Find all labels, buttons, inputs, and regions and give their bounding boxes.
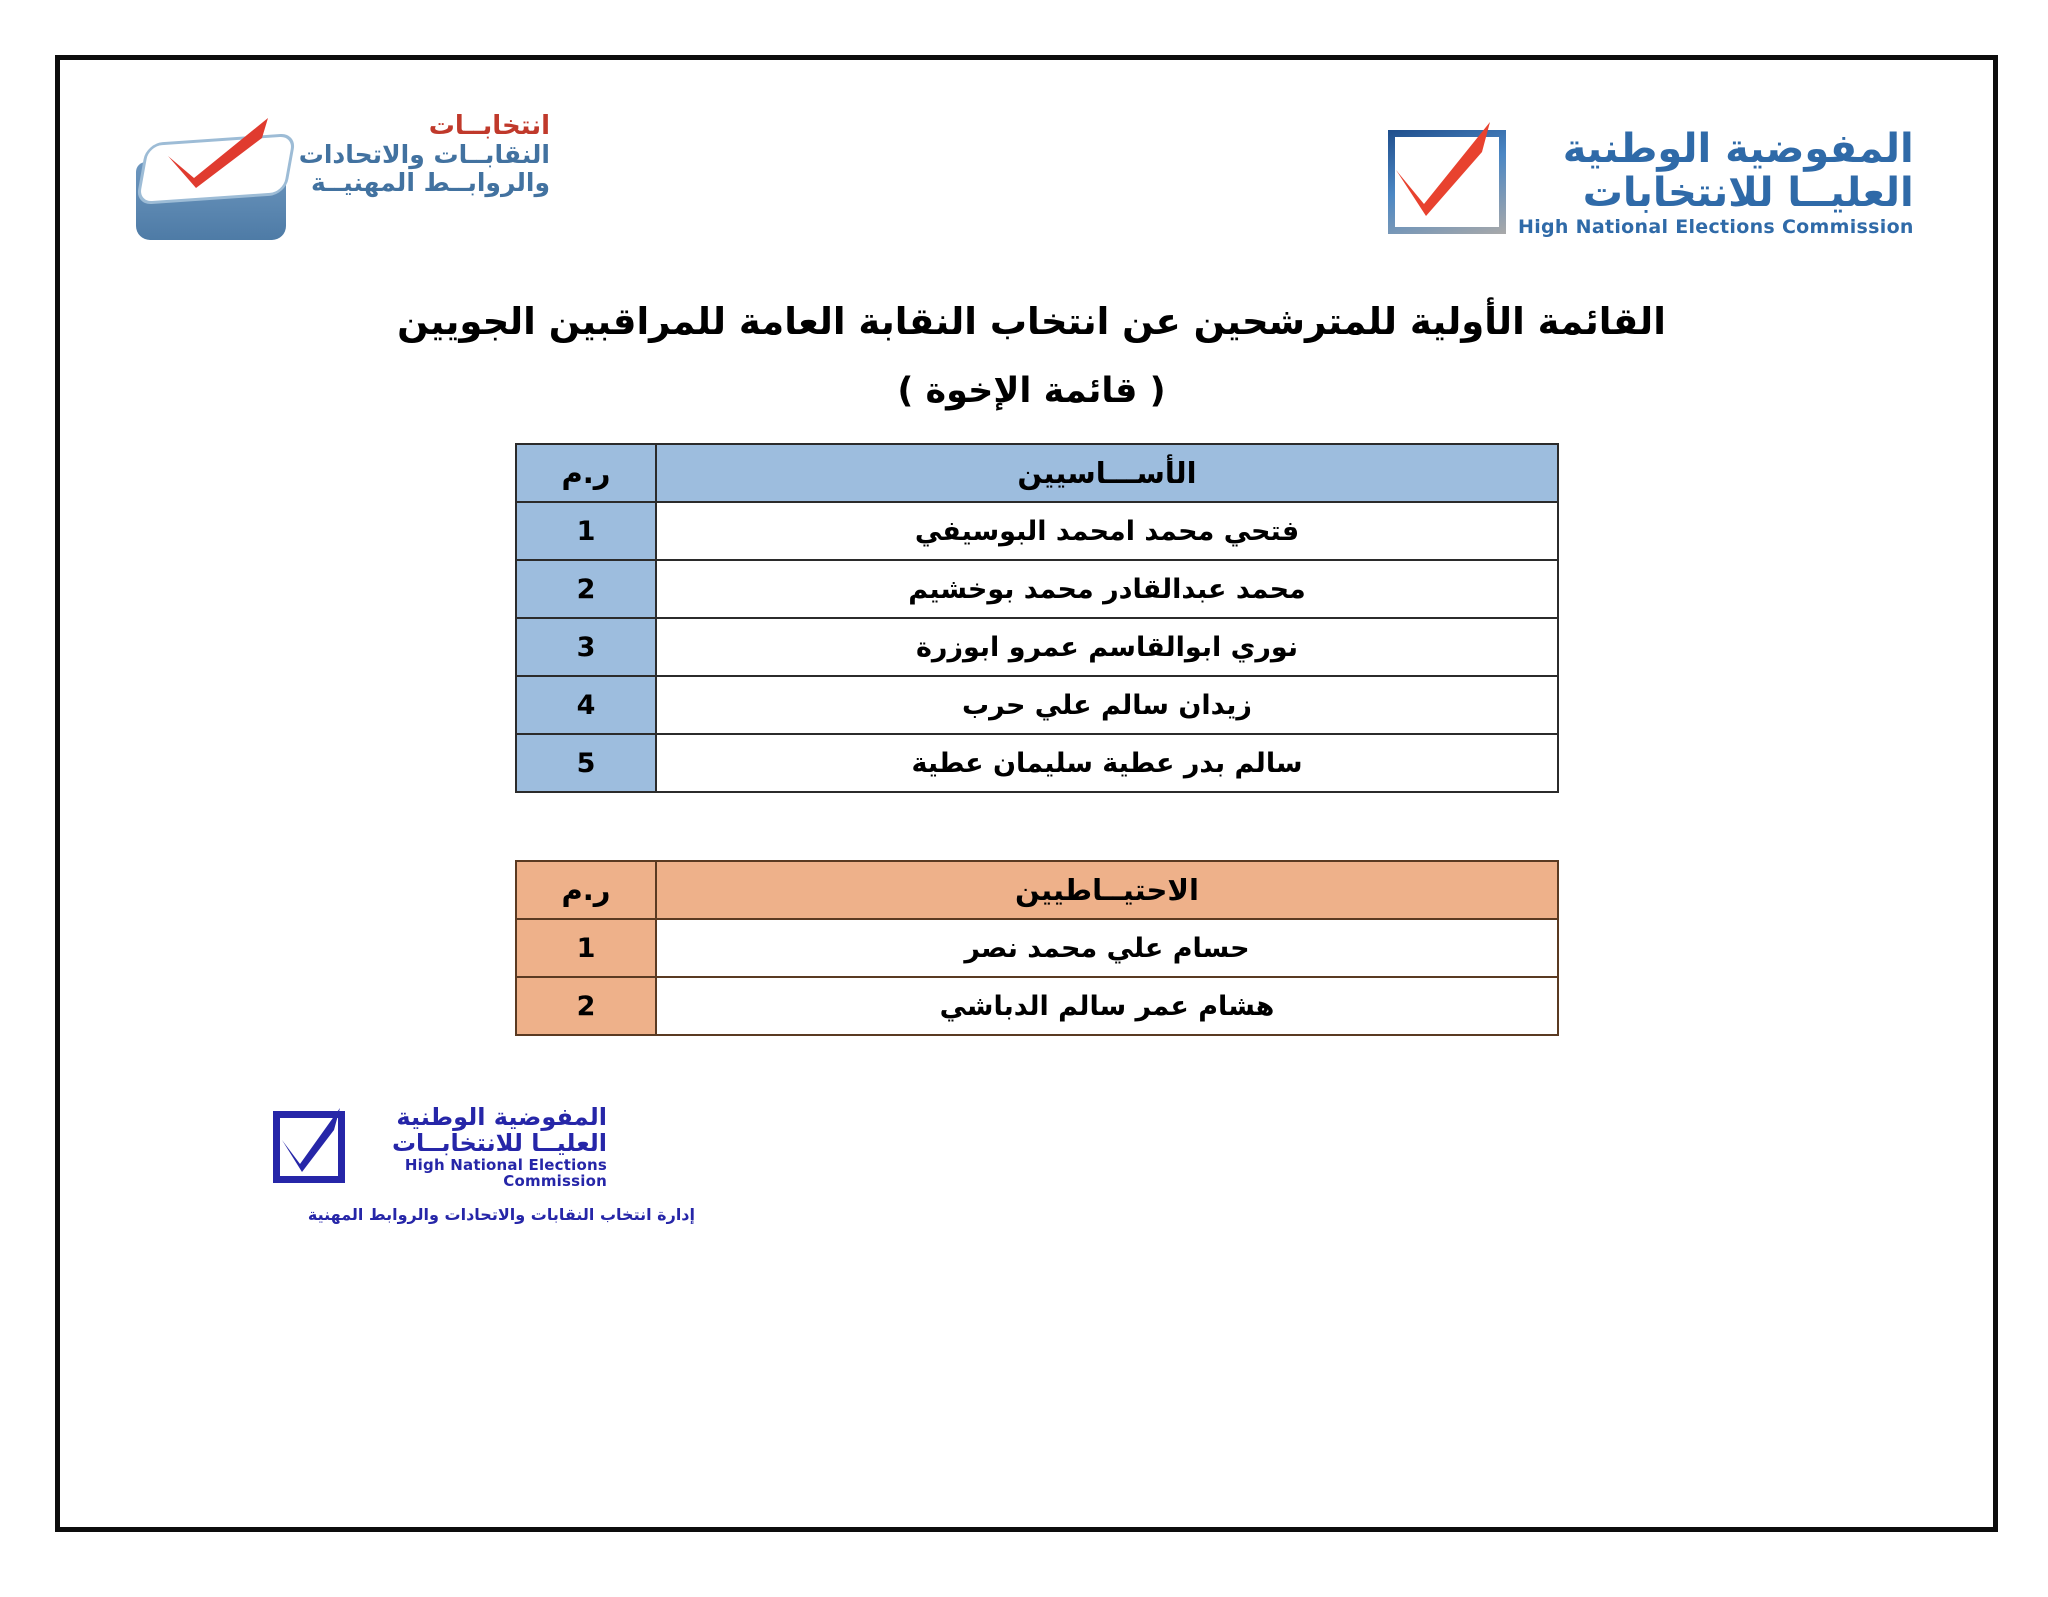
header-number-reserve: ر.م bbox=[516, 861, 656, 919]
candidate-number: 3 bbox=[516, 618, 656, 676]
candidate-name: نوري ابوالقاسم عمرو ابوزرة bbox=[656, 618, 1558, 676]
hnec-arabic-line2: العليــا للانتخابات bbox=[1582, 169, 1914, 216]
union-logo-line3: والروابــط المهنيــة bbox=[311, 168, 550, 198]
primary-candidates-table bbox=[515, 443, 1559, 793]
union-elections-logo bbox=[130, 100, 550, 260]
stamp-department-line: إدارة انتخاب النقابات والاتحادات والروابط المهنية bbox=[307, 1205, 695, 1224]
table-header-row bbox=[516, 861, 1558, 919]
hnec-logo bbox=[1388, 122, 1948, 242]
candidate-number: 2 bbox=[516, 560, 656, 618]
stamp-line3: High National Elections Commission bbox=[404, 1155, 607, 1190]
header-name-primary: الأســـاسيين bbox=[656, 444, 1558, 502]
candidate-number: 1 bbox=[516, 919, 656, 977]
stamp-text bbox=[345, 1105, 607, 1189]
candidate-name: حسام علي محمد نصر bbox=[656, 919, 1558, 977]
page-subtitle: ( قائمة الإخوة ) bbox=[897, 371, 1166, 411]
table-row bbox=[516, 502, 1558, 560]
red-check-icon bbox=[1390, 122, 1494, 218]
stamp-line1: المفوضية الوطنية bbox=[396, 1103, 607, 1131]
candidate-name: زيدان سالم علي حرب bbox=[656, 676, 1558, 734]
candidate-name: فتحي محمد امحمد البوسيفي bbox=[656, 502, 1558, 560]
stamp-check-glyph bbox=[278, 1108, 342, 1174]
stamp-line2: العليــا للانتخابــات bbox=[391, 1128, 607, 1157]
hnec-logo-text bbox=[1518, 127, 1914, 238]
candidate-number: 1 bbox=[516, 502, 656, 560]
table-row bbox=[516, 618, 1558, 676]
hnec-english-name: High National Elections Commission bbox=[1518, 215, 1914, 238]
table-row bbox=[516, 919, 1558, 977]
red-check-icon bbox=[164, 116, 276, 190]
table-row bbox=[516, 977, 1558, 1035]
stamp-check-icon bbox=[273, 1111, 345, 1183]
candidate-number: 5 bbox=[516, 734, 656, 792]
candidate-name: سالم بدر عطية سليمان عطية bbox=[656, 734, 1558, 792]
ballot-box-check-icon bbox=[130, 110, 300, 240]
hnec-arabic-line1: المفوضية الوطنية bbox=[1562, 125, 1914, 172]
footer-stamp bbox=[275, 1105, 695, 1235]
union-logo-line1: انتخابــات bbox=[428, 111, 550, 141]
header-logos bbox=[60, 60, 2003, 280]
title-block bbox=[60, 300, 2003, 411]
header-name-reserve: الاحتيــاطيين bbox=[656, 861, 1558, 919]
union-logo-line2: النقابــات والاتحادات bbox=[298, 140, 550, 170]
candidate-name: هشام عمر سالم الدباشي bbox=[656, 977, 1558, 1035]
table-header-row bbox=[516, 444, 1558, 502]
candidate-number: 2 bbox=[516, 977, 656, 1035]
table-row bbox=[516, 676, 1558, 734]
header-number-primary: ر.م bbox=[516, 444, 656, 502]
reserve-candidates-table bbox=[515, 860, 1559, 1036]
table-row bbox=[516, 734, 1558, 792]
union-logo-text bbox=[282, 112, 550, 197]
table-row bbox=[516, 560, 1558, 618]
candidate-number: 4 bbox=[516, 676, 656, 734]
hnec-check-mark-icon bbox=[1388, 130, 1506, 234]
page-title: القائمة الأولية للمترشحين عن انتخاب النقابة العامة للمراقبين الجويين bbox=[397, 300, 1666, 343]
candidate-name: محمد عبدالقادر محمد بوخشيم bbox=[656, 560, 1558, 618]
page-border-frame bbox=[55, 55, 1998, 1532]
